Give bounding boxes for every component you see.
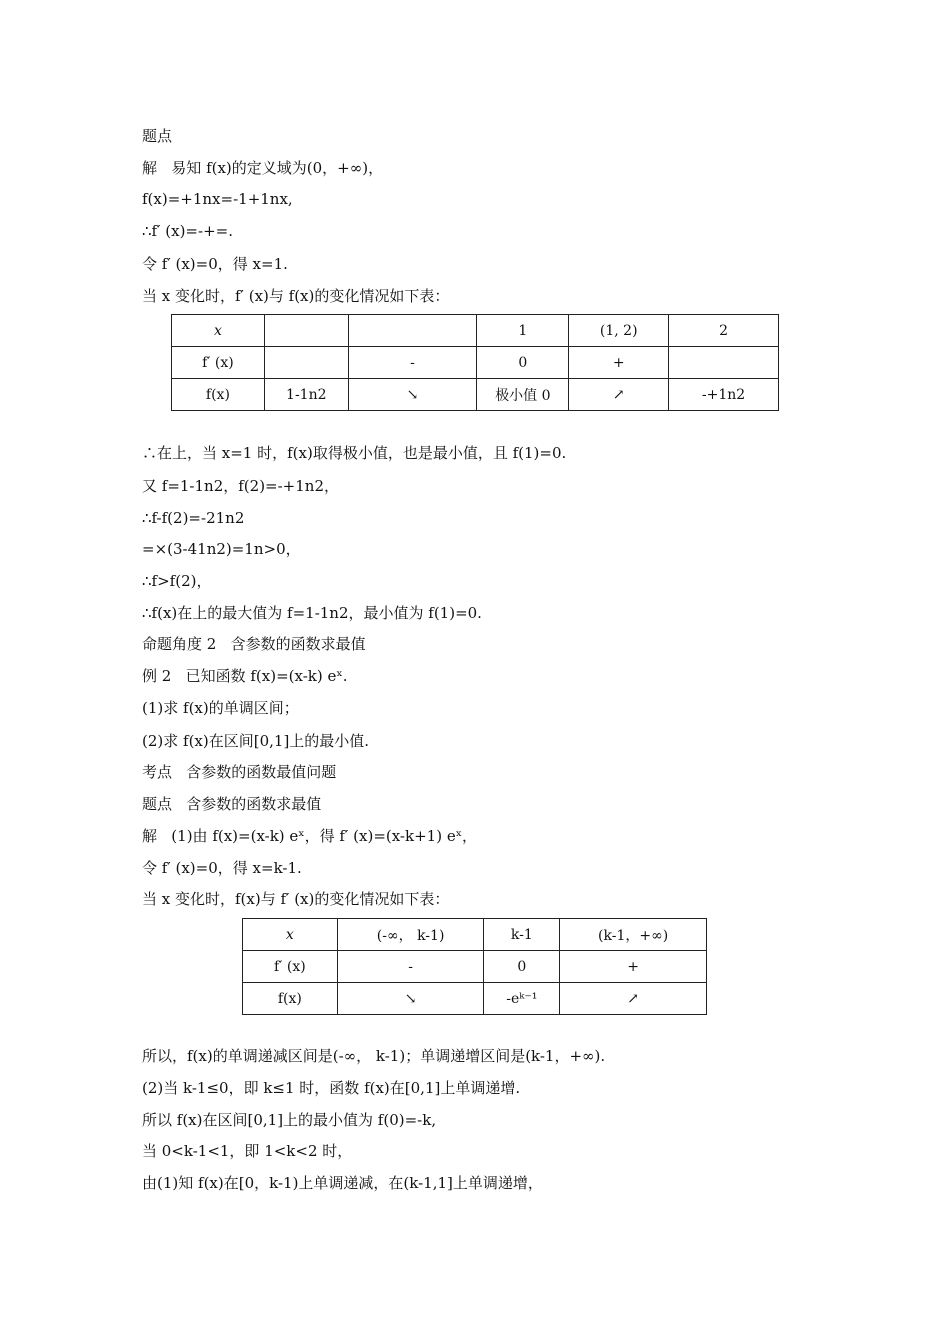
text-line: 解 (1)由 f(x)=(x-k) eˣ，得 f′ (x)=(x-k+1) eˣ， [142, 827, 478, 845]
table-cell: (1, 2) [569, 315, 669, 347]
table-cell: ↘ [337, 983, 484, 1015]
table-cell: f′ (x) [172, 347, 265, 379]
table-cell [264, 347, 348, 379]
text-line: 考点 含参数的函数最值问题 [142, 763, 337, 781]
text-line: f(x)=+1nx=-1+1nx, [142, 190, 293, 208]
table-cell: 1 [477, 315, 569, 347]
text-line: =×(3-41n2)=1n>0， [142, 540, 301, 558]
table-cell: 0 [484, 951, 560, 983]
text-line: ∴f(x)在上的最大值为 f=1-1n2，最小值为 f(1)=0. [142, 604, 482, 622]
table-cell: + [569, 347, 669, 379]
text-line: 令 f′ (x)=0，得 x=1. [142, 255, 288, 273]
table-cell: x [243, 919, 338, 951]
table-cell [348, 315, 477, 347]
text-line: 题点 [142, 127, 173, 145]
table-cell: x [172, 315, 265, 347]
table-cell: 极小值 0 [477, 379, 569, 411]
table-cell: 0 [477, 347, 569, 379]
table-row [172, 347, 779, 379]
table-cell: + [560, 951, 707, 983]
text-line: ∴f>f(2)， [142, 572, 212, 590]
table-cell: k-1 [484, 919, 560, 951]
table-cell: 2 [669, 315, 779, 347]
text-line: (1)求 f(x)的单调区间； [142, 699, 299, 717]
table-cell: (k-1，+∞) [560, 919, 707, 951]
table-cell: f(x) [172, 379, 265, 411]
example-line: 例 2 已知函数 f(x)=(x-k) eˣ. [142, 667, 348, 685]
table-cell: f(x) [243, 983, 338, 1015]
text-line: 所以，f(x)的单调递减区间是(-∞， k-1)；单调递增区间是(k-1，+∞). [142, 1047, 606, 1065]
table-row [172, 315, 779, 347]
table-cell [669, 347, 779, 379]
table-row [243, 951, 707, 983]
text-line: (2)求 f(x)在区间[0,1]上的最小值. [142, 732, 370, 750]
table-cell: - [337, 951, 484, 983]
text-line: 当 0<k-1<1，即 1<k<2 时， [142, 1142, 353, 1160]
table-cell: f′ (x) [243, 951, 338, 983]
text-line: 解 易知 f(x)的定义域为(0，+∞)， [142, 159, 384, 177]
text-line: 所以 f(x)在区间[0,1]上的最小值为 f(0)=-k, [142, 1111, 437, 1129]
text-line: (2)当 k-1≤0，即 k≤1 时，函数 f(x)在[0,1]上单调递增. [142, 1079, 521, 1097]
table-cell: 1-1n2 [264, 379, 348, 411]
table-cell: ↗ [569, 379, 669, 411]
table-row [172, 379, 779, 411]
table-cell: -eᵏ⁻¹ [484, 983, 560, 1015]
text-line: 又 f=1-1n2，f(2)=-+1n2， [142, 477, 339, 495]
text-line: ∴f-f(2)=-21n2 [142, 509, 245, 527]
text-line: 当 x 变化时，f(x)与 f′ (x)的变化情况如下表： [142, 890, 450, 908]
table-cell: -+1n2 [669, 379, 779, 411]
variation-table-1 [171, 314, 779, 411]
table-cell [264, 315, 348, 347]
table-row [243, 983, 707, 1015]
text-line: ∴在上，当 x=1 时，f(x)取得极小值，也是最小值，且 f(1)=0. [142, 444, 567, 462]
section-heading: 命题角度 2 含参数的函数求最值 [142, 635, 366, 653]
text-line: ∴f′ (x)=-+=. [142, 222, 233, 240]
text-line: 题点 含参数的函数求最值 [142, 795, 322, 813]
table-cell: ↗ [560, 983, 707, 1015]
table-cell: - [348, 347, 477, 379]
table-row [243, 919, 707, 951]
table-cell: (-∞， k-1) [337, 919, 484, 951]
text-line: 由(1)知 f(x)在[0，k-1)上单调递减，在(k-1,1]上单调递增， [142, 1174, 543, 1192]
text-line: 当 x 变化时，f′ (x)与 f(x)的变化情况如下表： [142, 287, 450, 305]
table-cell: ↘ [348, 379, 477, 411]
variation-table-2 [242, 918, 707, 1015]
text-line: 令 f′ (x)=0，得 x=k-1. [142, 859, 302, 877]
